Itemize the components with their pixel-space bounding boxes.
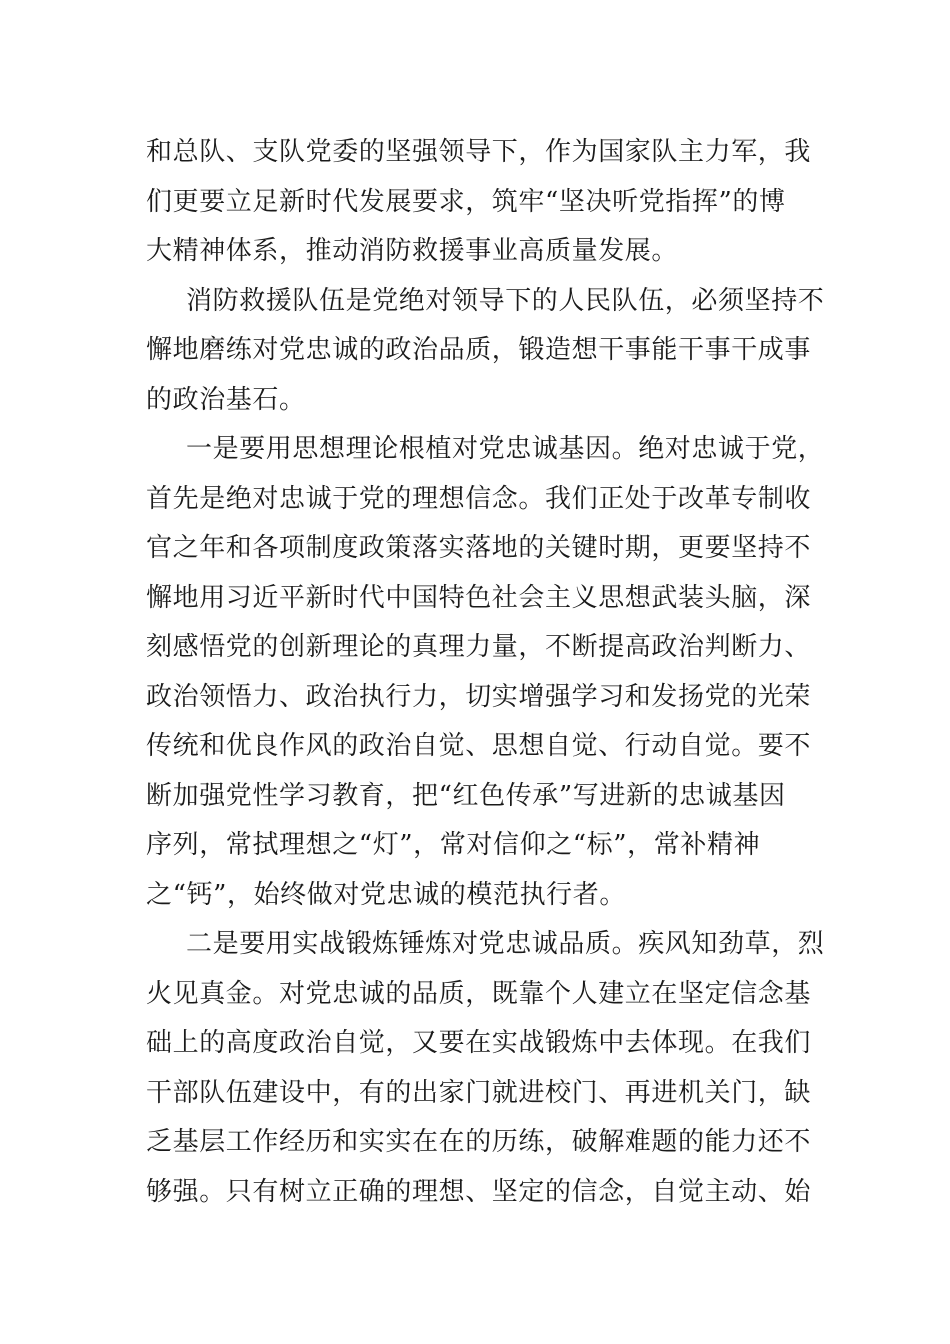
paragraph-1 — [146, 128, 812, 277]
text-line: 懈地用习近平新时代中国特色社会主义思想武装头脑，深 — [146, 582, 812, 613]
document-body — [146, 128, 825, 1217]
text-line: 之“钙”，始终做对党忠诚的模范执行者。 — [146, 879, 626, 910]
text-line: 刻感悟党的创新理论的真理力量，不断提高政治判断力、 — [146, 632, 812, 662]
text-line: 传统和优良作风的政治自觉、思想自觉、行动自觉。要不 — [146, 731, 812, 761]
text-line: 们更要立足新时代发展要求，筑牢“坚决听党指挥”的博 — [146, 186, 786, 217]
text-line: 乏基层工作经历和实实在在的历练，破解难题的能力还不 — [146, 1127, 812, 1157]
text-line: 首先是绝对忠诚于党的理想信念。我们正处于改革专制收 — [146, 483, 812, 514]
text-line: 干部队伍建设中，有的出家门就进校门、再进机关门，缺 — [146, 1077, 812, 1108]
text-line: 懈地磨练对党忠诚的政治品质，锻造想干事能干事干成事 — [146, 335, 812, 365]
text-line: 大精神体系，推动消防救援事业高质量发展。 — [146, 236, 679, 266]
text-line: 够强。只有树立正确的理想、坚定的信念，自觉主动、始 — [146, 1176, 812, 1207]
paragraph-2 — [146, 277, 825, 426]
text-line: 政治领悟力、政治执行力，切实增强学习和发扬党的光荣 — [146, 681, 812, 712]
text-line: 一是要用思想理论根植对党忠诚基因。绝对忠诚于党， — [186, 434, 825, 464]
text-line: 的政治基石。 — [146, 384, 306, 415]
text-line: 二是要用实战锻炼锤炼对党忠诚品质。疾风知劲草，烈 — [186, 929, 825, 959]
paragraph-3 — [146, 425, 825, 920]
text-line: 消防救援队伍是党绝对领导下的人民队伍，必须坚持不 — [186, 285, 825, 316]
text-line: 断加强党性学习教育，把“红色传承”写进新的忠诚基因 — [146, 780, 786, 811]
text-line: 火见真金。对党忠诚的品质，既靠个人建立在坚定信念基 — [146, 978, 812, 1009]
text-line: 序列，常拭理想之“灯”，常对信仰之“标”，常补精神 — [146, 830, 761, 860]
text-line: 础上的高度政治自觉，又要在实战锻炼中去体现。在我们 — [146, 1028, 812, 1058]
text-line: 官之年和各项制度政策落实落地的关键时期，更要坚持不 — [146, 533, 812, 563]
paragraph-4 — [146, 920, 825, 1217]
text-line: 和总队、支队党委的坚强领导下，作为国家队主力军，我 — [146, 137, 812, 167]
